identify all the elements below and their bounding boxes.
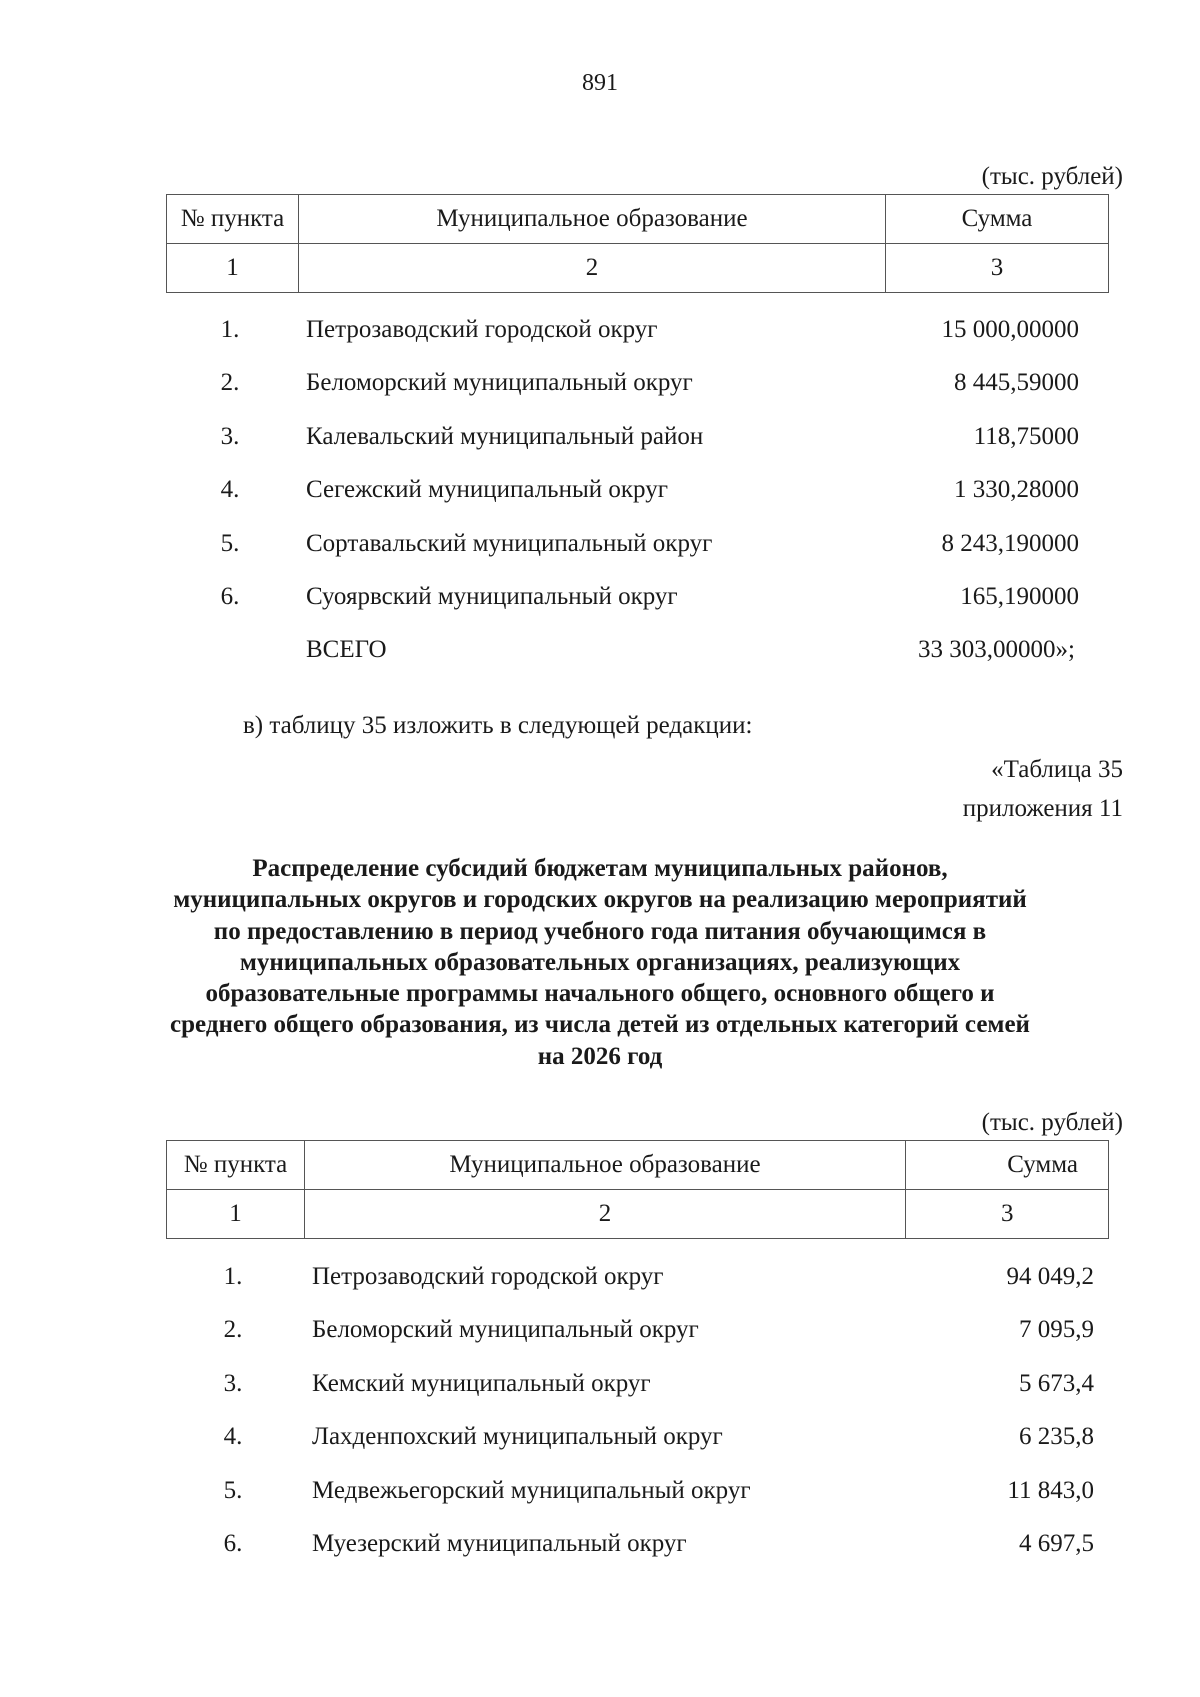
row-sum: 8 445,59000	[954, 369, 1079, 396]
row-name: Петрозаводский городской округ	[306, 316, 658, 343]
row-number: 4.	[220, 476, 240, 503]
table1-colnum-3: 3	[886, 244, 1109, 293]
row-name: Кемский муниципальный округ	[312, 1370, 651, 1397]
table2-colnum-1: 1	[167, 1190, 305, 1239]
instruction-text: в) таблицу 35 изложить в следующей редакции:	[243, 712, 753, 739]
row-number: 5.	[220, 530, 240, 557]
row-sum: 11 843,0	[1007, 1477, 1094, 1504]
row-number: 3.	[220, 423, 240, 450]
row-sum: 15 000,00000	[941, 316, 1079, 343]
table-reference-line1: «Таблица 35	[991, 756, 1123, 783]
row-number: 2.	[223, 1316, 243, 1343]
table-reference-line2: приложения 11	[962, 795, 1123, 822]
row-number: 6.	[223, 1530, 243, 1557]
table2-colnum-2: 2	[305, 1190, 906, 1239]
table2-colnum-3: 3	[906, 1190, 1109, 1239]
table-heading: Распределение субсидий бюджетам муниципальных районов, муниципальных округов и городских округов на реализацию мероприятий по предоставлению в период учебного года питания обучающимся в муниципальных образовательных организациях, реализующих образовательные программы начального общего, основного общего и среднего общего образования, из числа детей из отдельных категорий семей на 2026 год	[170, 855, 1030, 1070]
row-name: Муезерский муниципальный округ	[312, 1530, 687, 1557]
table2-units: (тыс. рублей)	[981, 1109, 1123, 1136]
row-number: 2.	[220, 369, 240, 396]
row-number: 5.	[223, 1477, 243, 1504]
row-name: Петрозаводский городской округ	[312, 1263, 664, 1290]
row-sum: 94 049,2	[1006, 1263, 1094, 1290]
row-number: 1.	[220, 316, 240, 343]
table1-header-name: Муниципальное образование	[299, 195, 886, 244]
row-sum: 5 673,4	[1019, 1370, 1094, 1397]
table1-colnum-1: 1	[167, 244, 299, 293]
row-name: Лахденпохский муниципальный округ	[312, 1423, 723, 1450]
table2-header	[166, 1140, 1109, 1239]
row-name: Беломорский муниципальный округ	[306, 369, 693, 396]
table1-units: (тыс. рублей)	[981, 163, 1123, 190]
row-sum: 165,190000	[960, 583, 1079, 610]
row-sum: 7 095,9	[1019, 1316, 1094, 1343]
page-number: 891	[582, 70, 618, 96]
row-name: Сортавальский муниципальный округ	[306, 530, 713, 557]
row-sum: 4 697,5	[1019, 1530, 1094, 1557]
row-sum: 118,75000	[973, 423, 1079, 450]
total-sum: 33 303,00000»;	[918, 636, 1075, 663]
table1-header	[166, 194, 1109, 293]
total-label: ВСЕГО	[306, 636, 387, 663]
table2-header-sum: Сумма	[906, 1141, 1109, 1190]
row-sum: 6 235,8	[1019, 1423, 1094, 1450]
row-name: Медвежьегорский муниципальный округ	[312, 1477, 751, 1504]
row-number: 3.	[223, 1370, 243, 1397]
row-sum: 1 330,28000	[954, 476, 1079, 503]
row-name: Беломорский муниципальный округ	[312, 1316, 699, 1343]
row-name: Калевальский муниципальный район	[306, 423, 704, 450]
row-name: Сегежский муниципальный округ	[306, 476, 668, 503]
table2-header-num: № пункта	[167, 1141, 305, 1190]
table1-header-sum: Сумма	[886, 195, 1109, 244]
row-name: Суоярвский муниципальный округ	[306, 583, 678, 610]
table1-colnum-2: 2	[299, 244, 886, 293]
row-number: 4.	[223, 1423, 243, 1450]
row-number: 6.	[220, 583, 240, 610]
row-number: 1.	[223, 1263, 243, 1290]
table2-header-name: Муниципальное образование	[305, 1141, 906, 1190]
table1-header-num: № пункта	[167, 195, 299, 244]
row-sum: 8 243,190000	[941, 530, 1079, 557]
